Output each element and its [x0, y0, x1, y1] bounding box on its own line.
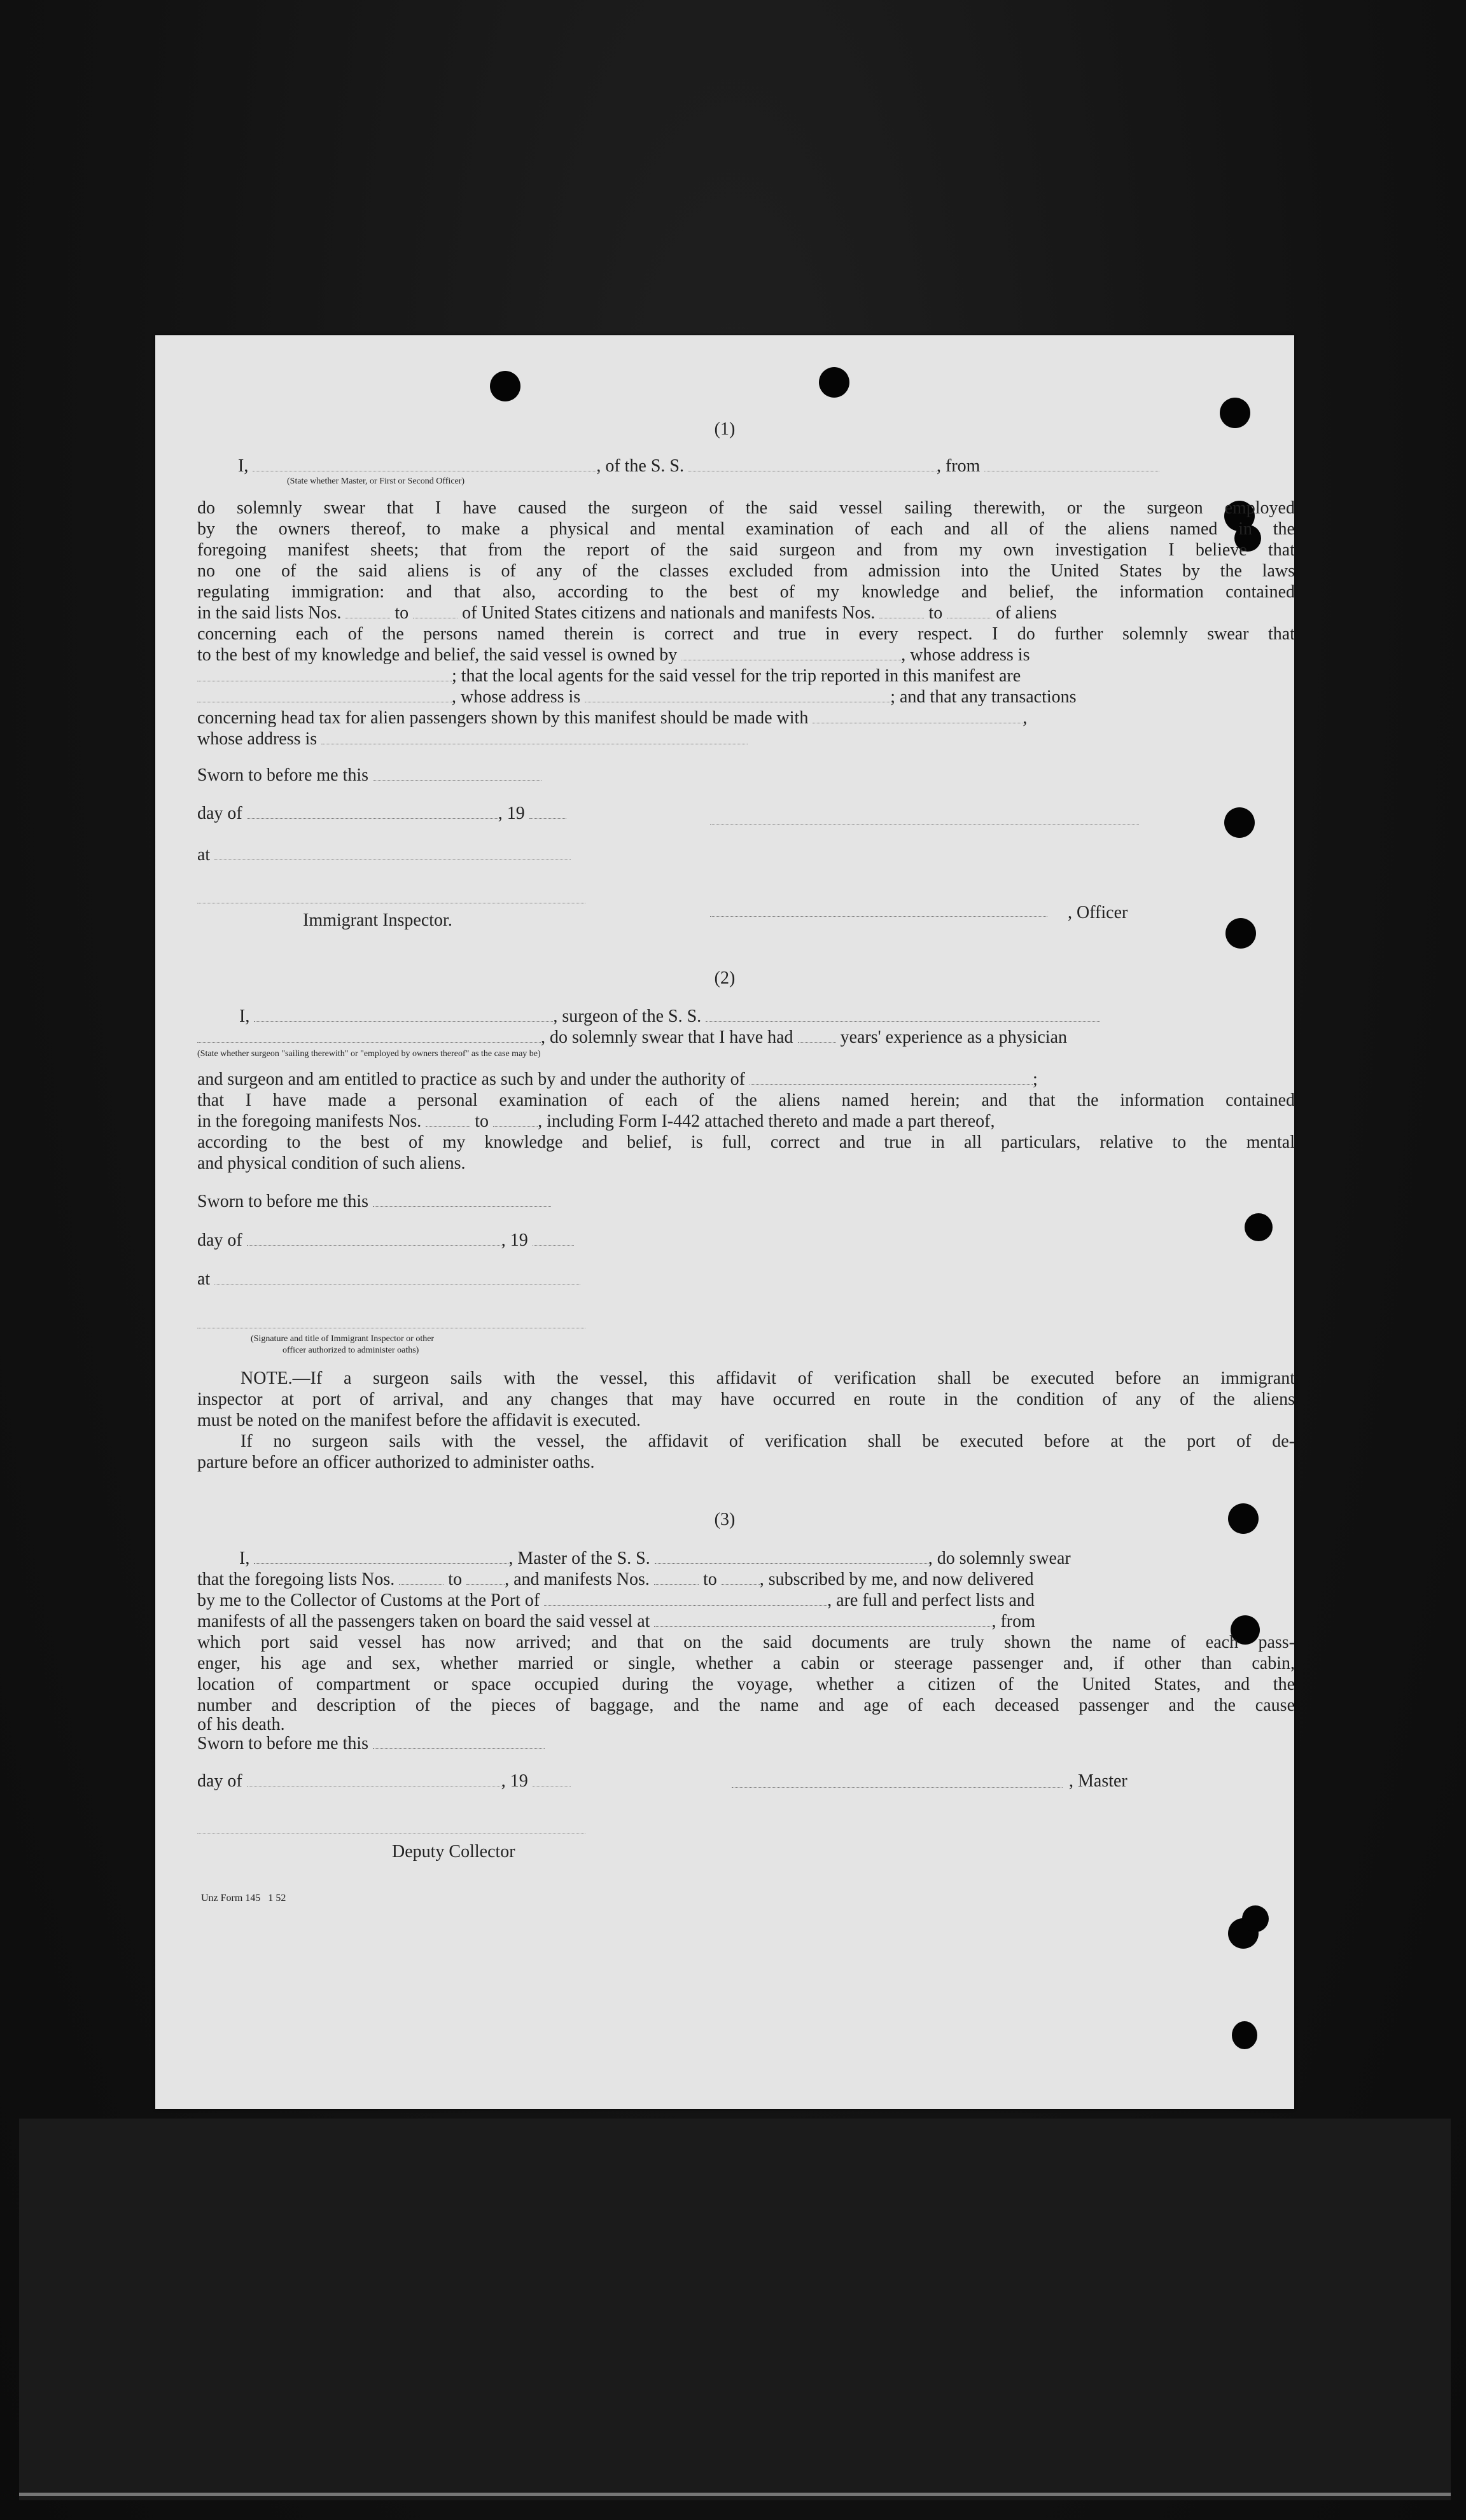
text: , from: [991, 1612, 1035, 1631]
affidavit1-address-line: [197, 729, 748, 749]
affidavit1-agents-line: [197, 666, 1021, 686]
lists-to-field[interactable]: [466, 1570, 505, 1585]
surgeon-status-field[interactable]: [197, 1028, 541, 1043]
text: , whose address is: [452, 687, 581, 707]
text: day of: [197, 1771, 242, 1791]
text: ; that the local agents for the said vessel for the trip reported in this manifest are: [452, 666, 1021, 686]
affidavit2-body-line: that I have made a personal examination of each of the aliens named herein; and that the information contained: [197, 1090, 1295, 1110]
text: of United States citizens and nationals and manifests Nos.: [462, 603, 876, 623]
affidavit2-line1: [239, 1006, 1100, 1027]
at-line: [197, 1269, 580, 1290]
manifests-from-field[interactable]: [879, 604, 924, 618]
sworn-line: [197, 1734, 545, 1754]
text: in the foregoing manifests Nos.: [197, 1111, 422, 1131]
sworn-line: [197, 765, 541, 786]
sworn-day-field[interactable]: [373, 1192, 551, 1207]
manifests-to-field[interactable]: [722, 1570, 760, 1585]
month-field[interactable]: [247, 1231, 501, 1246]
sworn-line: [197, 1192, 551, 1212]
section-number-3: (3): [714, 1510, 736, 1529]
agents-address-field[interactable]: [585, 688, 890, 702]
text: day of: [197, 804, 242, 823]
year-field[interactable]: [529, 804, 566, 819]
day-of-line: [197, 1771, 571, 1792]
year-field[interactable]: [533, 1231, 574, 1246]
punch-hole: [1225, 918, 1256, 949]
text: Sworn to before me this: [197, 1734, 369, 1753]
affidavit2-form-line: [197, 1111, 995, 1132]
affidavit1-body-line: foregoing manifest sheets; that from the report of the said surgeon and from my own investigation I believe that: [197, 540, 1295, 560]
text: , do solemnly swear that I have had: [541, 1027, 793, 1047]
text: , 19: [501, 1771, 528, 1791]
officer-name-line[interactable]: [710, 916, 1047, 917]
text: ,: [1023, 708, 1028, 728]
text: I,: [239, 1006, 250, 1026]
scanner-bed: [19, 2119, 1451, 2500]
place-field[interactable]: [214, 1270, 580, 1284]
day-of-line: [197, 804, 566, 824]
lists-to-field[interactable]: [413, 604, 457, 618]
month-field[interactable]: [247, 1772, 501, 1786]
form-number: Unz Form 145 1 52: [201, 1893, 286, 1904]
lists-from-field[interactable]: [399, 1570, 443, 1585]
manifest-from-field[interactable]: [426, 1112, 470, 1127]
day-of-line: [197, 1230, 574, 1251]
port-from-field[interactable]: [984, 457, 1159, 471]
affidavit3-line1: [239, 1549, 1071, 1569]
text: and surgeon and am entitled to practice as such by and under the authority of: [197, 1069, 745, 1089]
punch-hole: [1224, 807, 1255, 838]
manifests-from-field[interactable]: [654, 1570, 699, 1585]
text: , whose address is: [901, 645, 1030, 665]
lists-from-field[interactable]: [346, 604, 390, 618]
officer-title: , Officer: [1068, 903, 1128, 922]
punch-hole: [819, 367, 849, 398]
text: by me to the Collector of Customs at the Port of: [197, 1591, 540, 1610]
text: years' experience as a physician: [840, 1027, 1067, 1047]
vessel-name-field[interactable]: [706, 1007, 1100, 1022]
surgeon-name-field[interactable]: [254, 1007, 553, 1022]
sworn-day-field[interactable]: [373, 766, 541, 781]
year-field[interactable]: [533, 1772, 571, 1786]
affidavit1-body-line: regulating immigration: and that also, according to the best of my knowledge and belief, the information contained: [197, 582, 1295, 602]
affidavit3-body-line: enger, his age and sex, whether married or single, whether a cabin or steerage passenger and, if other than cabin,: [197, 1653, 1295, 1673]
text: , from: [937, 456, 981, 476]
manifest-affidavit-page: [155, 335, 1294, 2109]
sworn-day-field[interactable]: [373, 1734, 545, 1749]
text: to: [394, 603, 409, 623]
affidavit3-body-line: of his death.: [197, 1715, 285, 1734]
month-field[interactable]: [247, 804, 498, 819]
film-edge: [19, 2493, 1451, 2496]
agents-field[interactable]: [197, 688, 452, 702]
affidavit3-body-line: number and description of the pieces of baggage, and the name and age of each deceased passenger and the cause: [197, 1695, 1295, 1715]
master-title: , Master: [1069, 1771, 1127, 1791]
affidavit2-body-line: according to the best of my knowledge and belief, is full, correct and true in all particulars, relative to the mental: [197, 1132, 1295, 1152]
affidavit2-body-line: and physical condition of such aliens.: [197, 1153, 466, 1173]
text: I,: [239, 1549, 250, 1568]
punch-hole: [490, 371, 520, 401]
affidavit3-line4: [197, 1612, 1035, 1632]
text: , including Form I-442 attached thereto and made a part thereof,: [538, 1111, 995, 1131]
text: in the said lists Nos.: [197, 603, 342, 623]
owner-field[interactable]: [681, 646, 901, 660]
text: to: [702, 1570, 717, 1589]
at-line: [197, 845, 571, 865]
note-line: must be noted on the manifest before the affidavit is executed.: [197, 1410, 641, 1430]
surgeon-status-caption: (State whether surgeon "sailing therewith" or "employed by owners thereof" as the case may be): [197, 1049, 541, 1059]
affidavit1-body-line: no one of the said aliens is of any of the classes excluded from admission into the United States by the laws: [197, 561, 1295, 581]
text: I,: [238, 456, 249, 476]
manifest-to-field[interactable]: [493, 1112, 538, 1127]
affidavit2-line2: [197, 1027, 1067, 1048]
text: to: [475, 1111, 489, 1131]
master-name-field[interactable]: [254, 1549, 508, 1564]
embark-port-field[interactable]: [654, 1612, 991, 1627]
affidavit3-line3: [197, 1591, 1035, 1611]
text: , 19: [498, 804, 525, 823]
affidavit3-body-line: which port said vessel has now arrived; and that on the said documents are truly shown the name of each pass-: [197, 1632, 1295, 1652]
manifests-to-field[interactable]: [947, 604, 991, 618]
affidavit3-line2: [197, 1570, 1034, 1590]
collector-title: Deputy Collector: [392, 1842, 515, 1862]
place-field[interactable]: [214, 846, 571, 860]
text: day of: [197, 1230, 242, 1250]
affidavit3-body-line: location of compartment or space occupied during the voyage, whether a citizen of the United States, and the: [197, 1674, 1295, 1694]
officer-signature-line[interactable]: [710, 824, 1139, 825]
affidavit2-authority-line: [197, 1069, 1038, 1090]
text: Sworn to before me this: [197, 1192, 369, 1211]
signature-caption: officer authorized to administer oaths): [283, 1346, 419, 1355]
affidavit1-headtax-line: [197, 708, 1027, 728]
text: , Master of the S. S.: [508, 1549, 650, 1568]
affidavit1-body-line: do solemnly swear that I have caused the surgeon of the said vessel sailing therewith, or the surgeon employed: [197, 498, 1295, 518]
punch-hole: [1242, 1905, 1269, 1932]
text: that the foregoing lists Nos.: [197, 1570, 395, 1589]
headtax-party-field[interactable]: [813, 709, 1023, 723]
text: Sworn to before me this: [197, 765, 369, 785]
text: to: [928, 603, 943, 623]
affidavit1-body-line: concerning each of the persons named therein is correct and true in every respect. I do further solemnly swear that: [197, 624, 1295, 644]
text: , surgeon of the S. S.: [553, 1006, 702, 1026]
affidavit1-lists-line: [197, 603, 1295, 623]
vessel-name-field[interactable]: [655, 1549, 928, 1564]
text: to the best of my knowledge and belief, the said vessel is owned by: [197, 645, 678, 665]
affidavit1-agents-address-line: [197, 687, 1077, 707]
punch-hole: [1245, 1213, 1273, 1241]
text: concerning head tax for alien passengers shown by this manifest should be made with: [197, 708, 809, 728]
text: , and manifests Nos.: [505, 1570, 650, 1589]
affidavit1-line1: [238, 456, 1159, 477]
signature-caption: (Signature and title of Immigrant Inspector or other: [251, 1334, 435, 1344]
officer-rank-field[interactable]: [253, 457, 596, 471]
text: to: [448, 1570, 463, 1589]
inspector-title: Immigrant Inspector.: [303, 910, 452, 930]
owner-address-field[interactable]: [197, 667, 452, 681]
text: , are full and perfect lists and: [827, 1591, 1035, 1610]
text: of aliens: [996, 603, 1057, 623]
headtax-address-field[interactable]: [321, 730, 748, 744]
text: manifests of all the passengers taken on board the said vessel at: [197, 1612, 650, 1631]
section-number-1: (1): [714, 419, 736, 439]
note-line: inspector at port of arrival, and any changes that may have occurred en route in the condition of any of the aliens: [197, 1389, 1295, 1409]
customs-port-field[interactable]: [544, 1591, 827, 1606]
officer-rank-caption: (State whether Master, or First or Second Officer): [287, 477, 465, 486]
text: , subscribed by me, and now delivered: [759, 1570, 1034, 1589]
text: ;: [1033, 1069, 1038, 1089]
master-signature-line[interactable]: [732, 1787, 1063, 1788]
note-line: NOTE.—If a surgeon sails with the vessel, this affidavit of verification shall be executed before an immigrant: [241, 1368, 1295, 1388]
punch-hole: [1232, 2021, 1257, 2049]
text: , 19: [501, 1230, 528, 1250]
text: ; and that any transactions: [890, 687, 1077, 707]
note-line: parture before an officer authorized to administer oaths.: [197, 1452, 595, 1472]
text: at: [197, 845, 211, 865]
text: , do solemnly swear: [928, 1549, 1071, 1568]
text: at: [197, 1269, 211, 1289]
note-line: If no surgeon sails with the vessel, the affidavit of verification shall be executed before at the port of de-: [241, 1431, 1295, 1451]
years-field[interactable]: [798, 1028, 836, 1043]
authority-field[interactable]: [750, 1070, 1033, 1085]
affidavit1-body-line: by the owners thereof, to make a physical and mental examination of each and all of the aliens named in the: [197, 519, 1295, 539]
vessel-name-field[interactable]: [688, 457, 937, 471]
text: whose address is: [197, 729, 318, 749]
section-number-2: (2): [714, 968, 736, 988]
affidavit1-owner-line: [197, 645, 1030, 665]
text: , of the S. S.: [596, 456, 685, 476]
